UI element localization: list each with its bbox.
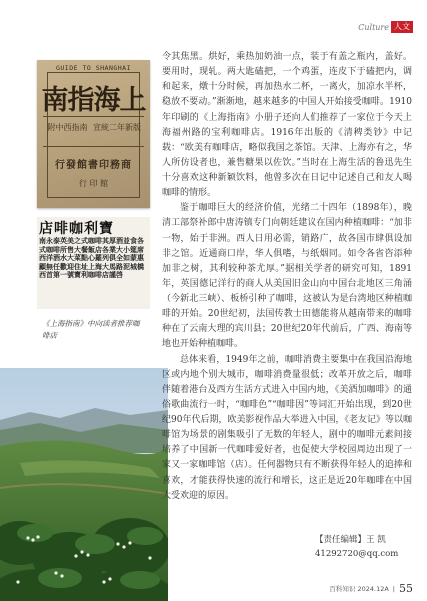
page-footer (329, 582, 413, 595)
cover-chinese-title: 南指海上 (41, 85, 146, 116)
section-header (358, 20, 413, 34)
cover-rule (43, 146, 144, 147)
separator: | (392, 584, 395, 593)
section-label-en: Culture (358, 22, 389, 32)
cover-english-title: GUIDE TO SHANGHAI (55, 64, 132, 72)
article-body (162, 50, 412, 504)
coffee-plantation-photo (0, 368, 168, 601)
cover-publisher: 行發館書印務商 (55, 160, 132, 171)
cover-rule (43, 116, 144, 117)
editor-email: 41292720@qq.com (315, 549, 399, 559)
coffee-shop-advert (37, 217, 150, 309)
advert-title: 店啡咖利寶 (39, 221, 114, 237)
cover-sub-left: 附中西指南 (47, 123, 88, 132)
page-number: 55 (399, 582, 413, 595)
cover-sub-right: 宣統二年新版 (93, 123, 141, 132)
article-paragraph: 总体来看，1949年之前，咖啡消费主要集中在我国沿海地区或内地个别大城市，咖啡消费量很低；改革开放之后，咖啡伴随着港台及西方生活方式进入中国内地，《美酒加咖啡》的通俗歌曲流行一时，“咖啡色”“咖啡因”等词汇开始出现，到20世纪90年代后期，欧美影视作品大举进入中国，《老友记》等以咖啡馆为场景的剧集吸引了无数的年轻人，剧中的咖啡元素间接培养了中国新一代咖啡爱好者，也促使大学校园周边出现了一家又一家咖啡馆（店）。任何器物只有不断获得年轻人的追捧和喜欢，才能获得快速的流行和增长，这正是近20年咖啡在中国大受欢迎的原因。 (162, 354, 412, 501)
article-paragraph: 鉴于咖啡巨大的经济价值，光绪二十四年（1898年），晚清工部祭补郎中唐涛镇专门向朝廷建议在国内种植咖啡：“加非一物，始于非洲。西人日用必需，销路广，故各国市肆俱设加非之馆。近通商口岸，华人俱嗜，与纸烟同。如令各省咨添种加非之树，其利较种茶尤厚。”据相关学者的研究可知，1891年，英国德记洋行的商人从美国旧金山向中国台北地区三角涌（今新北三峡）、板桥引种了咖啡，这被认为是台湾地区种植咖啡的开始。20世纪初，法国传教士田德能将从越南带来的咖啡种在了云南大理的宾川县；20世纪20年代前后，广西、海南等地也开始种植咖啡。 (162, 203, 412, 350)
image-caption: 《上海指南》中向读者推荐咖啡店 (42, 319, 140, 340)
section-label-cn: 人文 (391, 21, 413, 33)
journal-issue: 百科知识 2024.12A (329, 585, 389, 593)
editor-credit (315, 533, 398, 561)
advert-body: 南永泰英美之式咖啡其厚酒並食各式咖啡所售大餐飯店各業大小筵席西洋酒水大菜點心羅列俱全如蒙惠顧無任歡迎住址上海大馬路泥城橋西首第一號寶利咖啡店謹啓 (39, 236, 144, 280)
cover-edition: 行 印 館 (78, 179, 109, 188)
guide-book-cover (37, 60, 150, 208)
article-paragraph: 令其焦黑。烘好，乘热加奶油一点，装于有盖之瓶内，盖好。要用时，现轧。两大匙磕把，一个鸡蛋，连皮下于磕把内，调和起来，燉十分时候，再加热水二杯，一离火，加凉水半杯，稳放不要动。”渐渐地，越来越多的中国人开始接受咖啡。1910年印刷的《上海指南》小册子还向人们推荐了一家位于今天上海福州路的宝利咖啡店。1916年出版的《清稗类钞》中记载：“欧美有咖啡店，略似我国之茶馆。天津、上海亦有之，华人所仿设者也，兼售糖果以佐饮。”当时在上海生活的鲁迅先生十分喜欢这种新颖饮料，他曾多次在日记中记述自己和友人喝咖啡的情形。 (162, 52, 412, 199)
editor-name: 【责任编辑】王 凯 (315, 535, 386, 545)
